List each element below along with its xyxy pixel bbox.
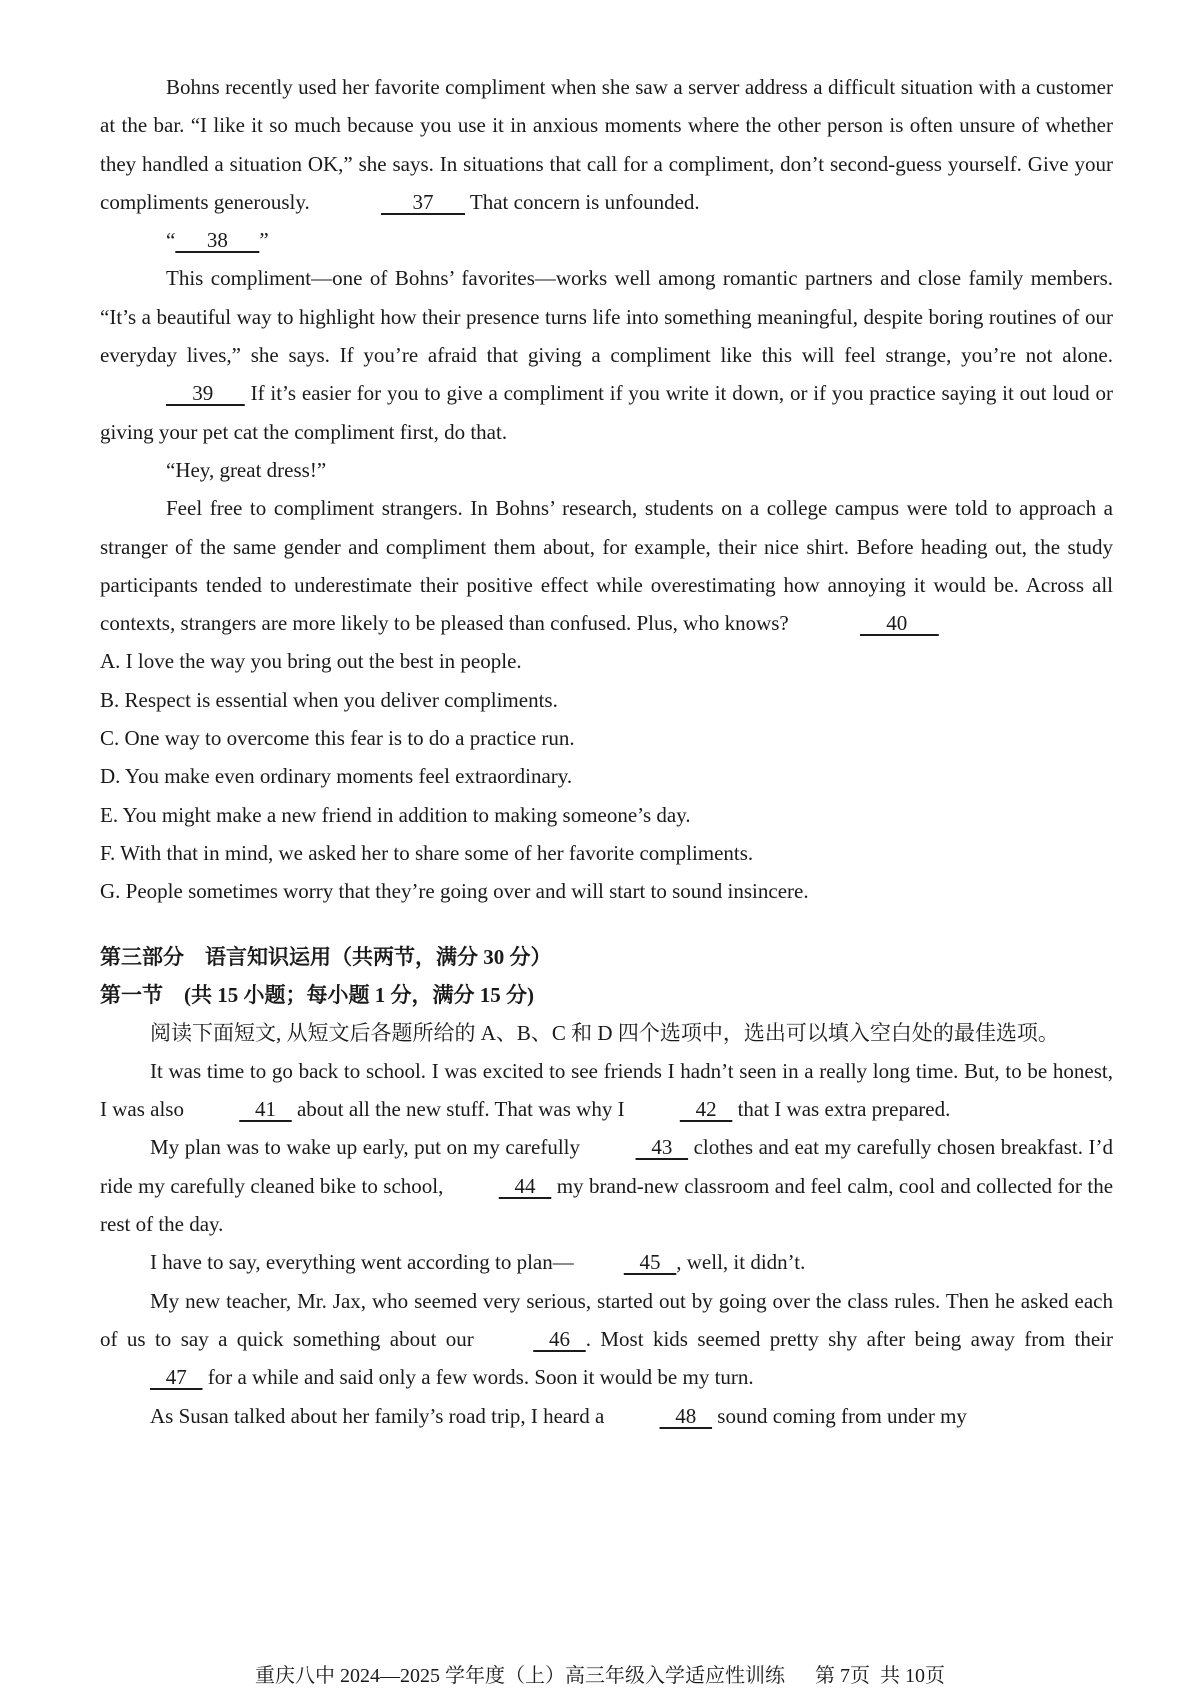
cloze-paragraph-4 [100, 1282, 1113, 1397]
passage-paragraph-40 [100, 489, 1113, 642]
close-quote: ” [259, 228, 269, 253]
answer-blank-46: 46 [533, 1326, 586, 1351]
option-c: C. One way to overcome this fear is to do a practice run. [100, 726, 575, 751]
paragraph-text: clothes and eat my carefully chosen breakfast. I’d ride my carefully cleaned bike to school, [100, 1135, 1114, 1198]
instructions: 阅读下面短文, 从短文后各题所给的 A、B、C 和 D 四个选项中，选出可以填入空白处的最佳选项。 [150, 1020, 1059, 1045]
paragraph-text: for a while and said only a few words. Soon it would be my turn. [207, 1365, 754, 1390]
paragraph-text: Bohns recently used her favorite compliment when she saw a server address a difficult situation with a customer at the bar. “I like it so much because you use it in anxious moments where the other person is often unsure of whether they handled a situation OK,” she says. In situations that call for a compliment, don’t second-guess yourself. Give your compliments generously. [100, 75, 1113, 214]
answer-blank-38: 38 [175, 228, 260, 253]
answer-blank-42: 42 [679, 1097, 733, 1122]
answer-blank-45: 45 [623, 1250, 677, 1275]
question-38-line [100, 221, 1113, 259]
option-a: A. I love the way you bring out the best in people. [100, 649, 522, 674]
cloze-paragraph-1 [100, 1052, 1113, 1129]
paragraph-text: As Susan talked about her family’s road trip, I heard a [150, 1403, 605, 1428]
paragraph-text: . Most kids seemed pretty shy after being away from their [585, 1326, 1113, 1351]
paragraph-text: I have to say, everything went according to plan— [150, 1250, 574, 1275]
passage-paragraph-37 [100, 68, 1113, 221]
subsection-heading: 第一节 (共 15 小题；每小题 1 分，满分 15 分) [100, 982, 534, 1007]
paragraph-text: This compliment—one of Bohns’ favorites—works well among romantic partners and close family members. “It’s a beautiful way to highlight how their presence turns life into something meaningful, despite boring routines of our everyday lives,” she says. If you’re afraid that giving a compliment like this will feel strange, you’re not alone. [100, 266, 1113, 368]
option-e: E. You might make a new friend in addition to making someone’s day. [100, 802, 691, 827]
options-list [100, 642, 1113, 910]
answer-blank-37: 37 [381, 189, 466, 214]
paragraph-text: my brand-new classroom and feel calm, cool and collected for the rest of the day. [100, 1173, 1114, 1237]
passage-paragraph-39 [100, 259, 1113, 450]
page-content [100, 68, 1113, 1435]
paragraph-text: , well, it didn’t. [676, 1250, 806, 1275]
option-g: G. People sometimes worry that they’re going over and will start to sound insincere. [100, 879, 809, 904]
answer-blank-40: 40 [860, 611, 939, 636]
option-f: F. With that in mind, we asked her to share some of her favorite compliments. [100, 840, 754, 865]
paragraph-text: about all the new stuff. That was why I [296, 1097, 625, 1122]
paragraph-text: It was time to go back to school. I was excited to see friends I hadn’t seen in a really long time. But, to be honest, I was also [100, 1058, 1113, 1122]
paragraph-text: My new teacher, Mr. Jax, who seemed very serious, started out by going over the class rules. Then he asked each of us to say a quick something about our [100, 1288, 1113, 1351]
answer-blank-41: 41 [239, 1097, 292, 1122]
cloze-paragraph-3 [100, 1243, 1113, 1281]
paragraph-text: That concern is unfounded. [469, 189, 700, 214]
paragraph-text: My plan was to wake up early, put on my carefully [150, 1135, 581, 1160]
answer-blank-43: 43 [635, 1135, 689, 1160]
paragraph-text: sound coming from under my [717, 1403, 967, 1428]
cloze-paragraph-2 [100, 1128, 1113, 1243]
subheading-quote: “Hey, great dress!” [166, 457, 327, 482]
answer-blank-44: 44 [498, 1173, 552, 1198]
section-gap [100, 911, 1113, 938]
paragraph-text: If it’s easier for you to give a compliment if you write it down, or if you practice saying it out loud or giving your pet cat the compliment first, do that. [100, 381, 1113, 444]
paragraph-text: that I was extra prepared. [737, 1097, 951, 1122]
section-heading: 第三部分 语言知识运用（共两节，满分 30 分） [100, 944, 552, 969]
paragraph-text: Feel free to compliment strangers. In Bohns’ research, students on a college campus were told to approach a stranger of the same gender and compliment them about, for example, their nice shirt. Before heading out, the study participants tended to underestimate their positive effect while overestimating how annoying it would be. Across all contexts, strangers are more likely to be pleased than confused. Plus, who knows? [100, 496, 1113, 636]
option-d: D. You make even ordinary moments feel extraordinary. [100, 764, 573, 789]
answer-blank-47: 47 [150, 1365, 203, 1390]
open-quote: “ [166, 228, 176, 253]
page-footer: 重庆八中 2024—2025 学年度（上）高三年级入学适应性训练 第 7页 共 10页 [255, 1665, 945, 1687]
option-b: B. Respect is essential when you deliver compliments. [100, 687, 558, 712]
answer-blank-48: 48 [659, 1403, 713, 1428]
cloze-paragraph-5 [100, 1397, 1113, 1435]
answer-blank-39: 39 [166, 381, 245, 406]
